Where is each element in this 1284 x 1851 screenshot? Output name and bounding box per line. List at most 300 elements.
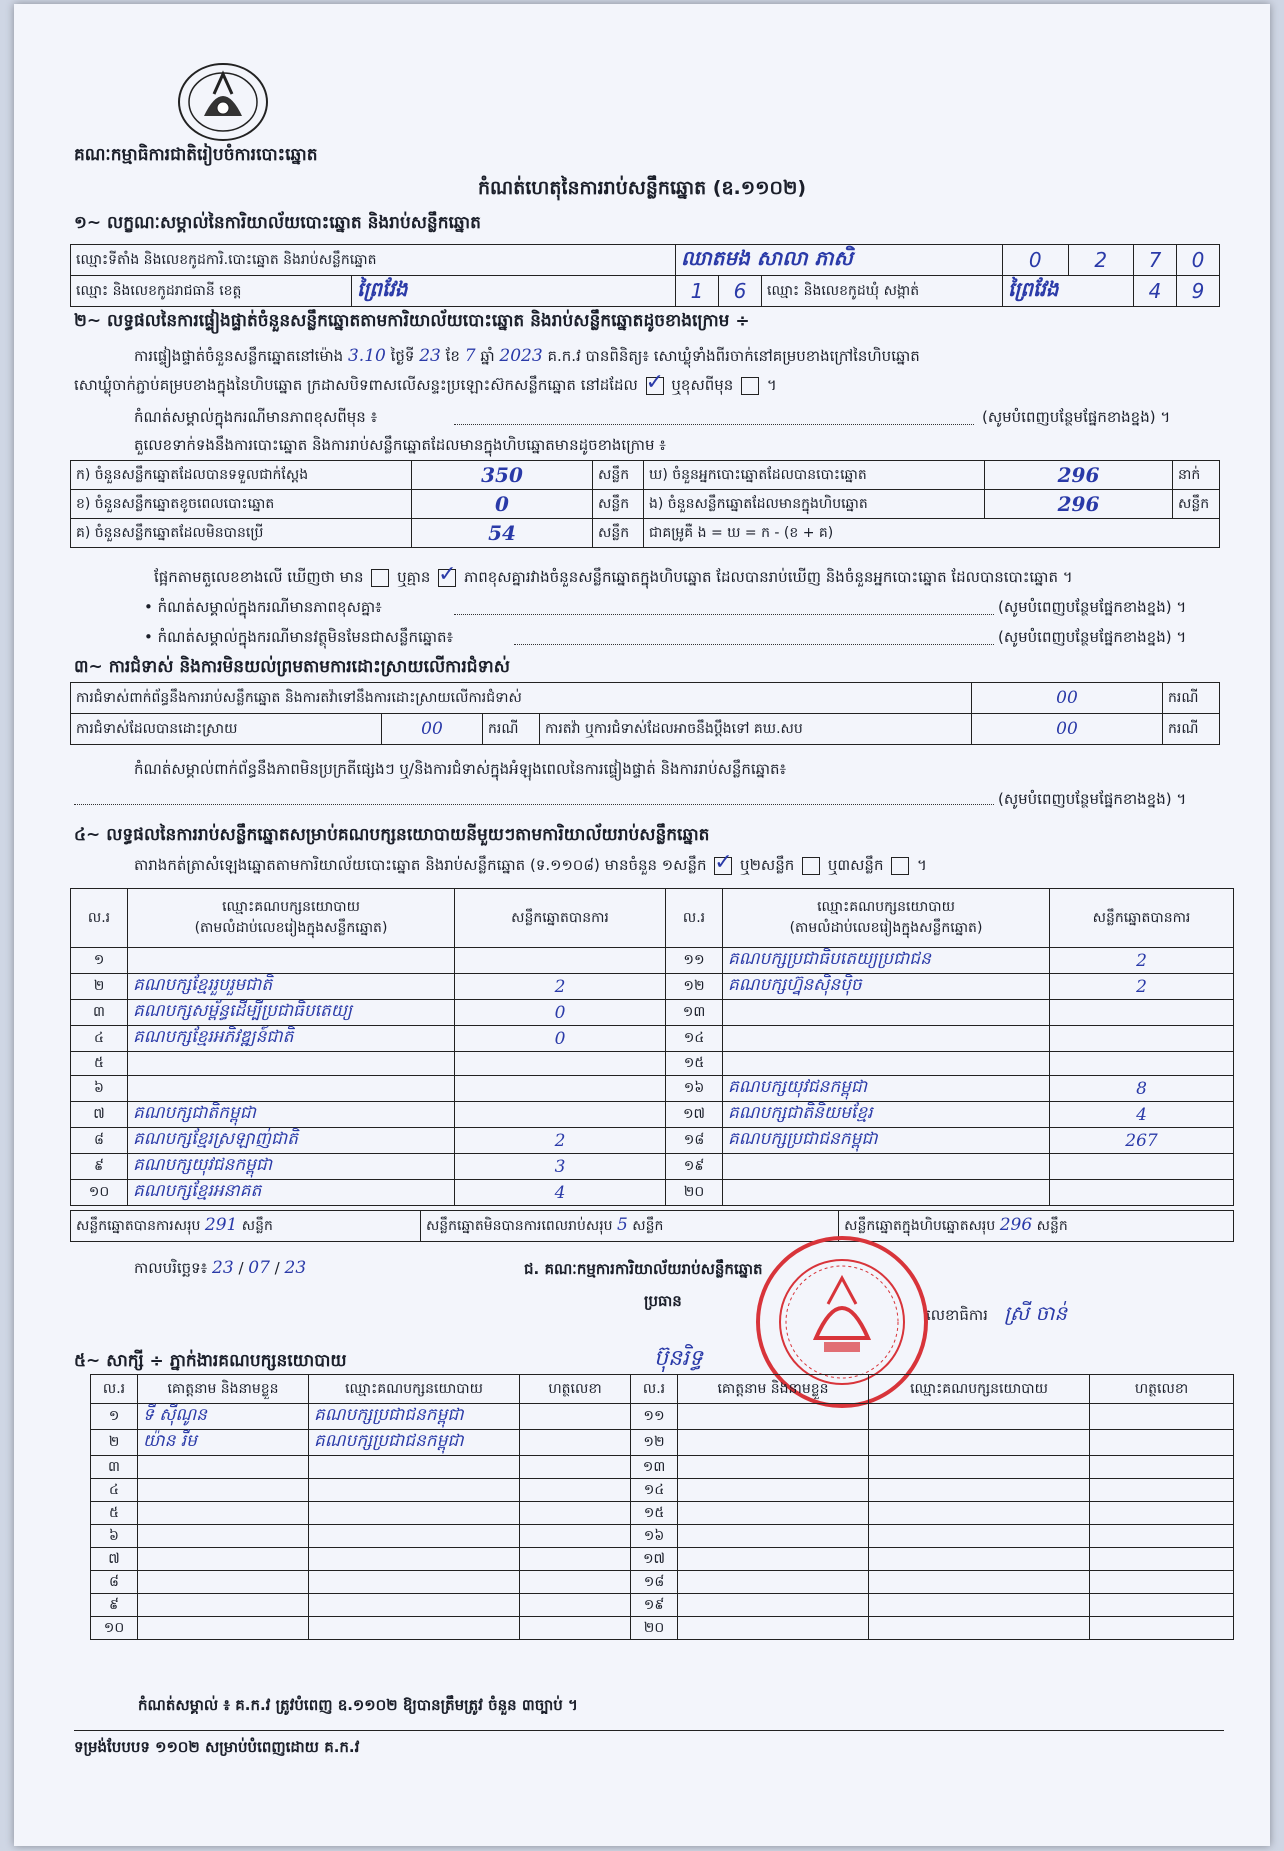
- party-votes-left[interactable]: [455, 1102, 666, 1128]
- witness-no-left: ៥: [91, 1502, 138, 1525]
- witness-name-right[interactable]: [678, 1430, 869, 1456]
- total-valid-label: សន្លឹកឆ្នោតបានការសរុប: [76, 1218, 201, 1234]
- col-party-left: [128, 889, 455, 948]
- footer-divider: [74, 1730, 1224, 1731]
- witness-name-right[interactable]: [678, 1571, 869, 1594]
- row2-code2-2: 9: [1177, 276, 1220, 307]
- col-no-right: ល.រ: [666, 889, 723, 948]
- witness-no-left: ៦: [91, 1525, 138, 1548]
- witness-no-right: ១៥: [631, 1502, 678, 1525]
- a-value: 350: [412, 461, 593, 490]
- table-row: [91, 1502, 1234, 1525]
- party-no-left: ៥: [71, 1052, 128, 1076]
- table-row: [91, 1571, 1234, 1594]
- party-votes-left[interactable]: 0: [455, 1026, 666, 1052]
- witness-name-right[interactable]: [678, 1479, 869, 1502]
- party-name-right[interactable]: [723, 1154, 1050, 1180]
- witness-no-left: ៩: [91, 1594, 138, 1617]
- party-votes-right[interactable]: 2: [1050, 974, 1234, 1000]
- witness-body: [91, 1404, 1234, 1640]
- month-label: ខែ: [445, 347, 460, 365]
- a-unit: សន្លឹក: [593, 461, 644, 490]
- witness-party-left[interactable]: [309, 1479, 520, 1502]
- witness-name-left[interactable]: ទី ស៊ីណូន: [138, 1404, 309, 1430]
- party-votes-left[interactable]: 2: [455, 974, 666, 1000]
- no-diff-checkbox[interactable]: [438, 561, 457, 587]
- witness-sign-right[interactable]: [1090, 1404, 1234, 1430]
- party-name-left[interactable]: គណបក្សខ្មែរអនាគត: [128, 1180, 455, 1206]
- party-name-left[interactable]: គណបក្សខ្មែរស្រឡាញ់ជាតិ: [128, 1128, 455, 1154]
- row1-value: ឈាតមង សាលា ភាសិ: [676, 245, 1003, 276]
- two-sheet-checkbox[interactable]: [802, 857, 820, 875]
- witness-sign-left[interactable]: [520, 1502, 631, 1525]
- complaints-table: [70, 682, 1220, 745]
- e-unit: សន្លឹក: [1173, 490, 1220, 519]
- section4-heading: ៤~ លទ្ធផលនៃការរាប់សន្លឹកឆ្នោតសម្រាប់គណបក្សនយោបាយនីមួយៗតាមការិយាល័យរាប់សន្លឹកឆ្នោត: [74, 825, 710, 845]
- fill-more-4: (សូមបំពេញបន្ថែមផ្នែកខាងខ្នង) ។: [998, 790, 1187, 808]
- verify-day: 23: [419, 346, 441, 366]
- fill-more-1: (សូមបំពេញបន្ថែមផ្នែកខាងខ្នង) ។: [982, 408, 1171, 426]
- witness-name-right[interactable]: [678, 1594, 869, 1617]
- witness-no-left: ៧: [91, 1548, 138, 1571]
- col-no-left: ល.រ: [71, 889, 128, 948]
- bullet-diff-line[interactable]: [454, 614, 994, 615]
- witness-no-left: ១០: [91, 1617, 138, 1640]
- witness-party-left[interactable]: [309, 1502, 520, 1525]
- party-no-left: ៩: [71, 1154, 128, 1180]
- table-row: [91, 1404, 1234, 1430]
- d-value: 296: [985, 461, 1173, 490]
- party-no-right: ១១: [666, 948, 723, 974]
- party-no-right: ១៤: [666, 1026, 723, 1052]
- witness-sign-left[interactable]: [520, 1571, 631, 1594]
- witness-party-left[interactable]: [309, 1594, 520, 1617]
- row1-code-2: 7: [1134, 245, 1177, 276]
- irregularity-line[interactable]: [74, 804, 994, 805]
- party-no-right: ១៩: [666, 1154, 723, 1180]
- party-name-left[interactable]: គណបក្សខ្មែររួបរួមជាតិ: [128, 974, 455, 1000]
- witness-sign-right[interactable]: [1090, 1479, 1234, 1502]
- year-label: ឆ្នាំ: [480, 347, 495, 365]
- party-name-left[interactable]: គណបក្សយុវជនកម្ពុជា: [128, 1154, 455, 1180]
- row1-code-1: 2: [1068, 245, 1134, 276]
- party-no-left: ៨: [71, 1128, 128, 1154]
- party-votes-left[interactable]: [455, 1076, 666, 1102]
- row1-label: ឈ្មោះទីតាំង និងលេខកូដការិ.បោះឆ្នោត និងរាប់សន្លឹកឆ្នោត: [71, 245, 676, 276]
- witness-name-left[interactable]: [138, 1594, 309, 1617]
- col-party-title: ឈ្មោះគណបក្សនយោបាយ: [817, 899, 955, 915]
- verify-time: 3.10: [347, 346, 386, 366]
- party-no-right: ២០: [666, 1180, 723, 1206]
- check-mark-icon: ✓: [438, 561, 457, 587]
- seal-text: សោឃ្លុំចាក់ភ្ជាប់គម្របខាងក្នុងនៃហិបឆ្នោត ក្រដាសបិទពាសលើសន្ទះប្រឡោះស៊កសន្លឹកឆ្នោត នៅដដែល: [74, 376, 638, 394]
- sheets-text: តារាងកត់ត្រាសំឡេងឆ្នោតតាមការិយាល័យបោះឆ្នោត និងរាប់សន្លឹកឆ្នោត (ទ.១១០៨) មានចំនួន ១សន្លឹក: [134, 856, 707, 874]
- party-no-left: ១: [71, 948, 128, 974]
- date-month: 07: [248, 1258, 270, 1278]
- party-votes-left[interactable]: 0: [455, 1000, 666, 1026]
- w-col-name-right: គោត្តនាម និងនាមខ្លួន: [678, 1375, 869, 1404]
- party-name-left[interactable]: [128, 1076, 455, 1102]
- secretary-label: លេខាធិការ: [926, 1306, 988, 1324]
- has-diff-checkbox[interactable]: [371, 569, 389, 587]
- row2-value2: ព្រៃវែង: [1003, 276, 1134, 307]
- party-votes-right[interactable]: [1050, 1180, 1234, 1206]
- table-row: [91, 1479, 1234, 1502]
- table-row: [91, 1456, 1234, 1479]
- witness-sign-right[interactable]: [1090, 1571, 1234, 1594]
- location-table: [70, 244, 1220, 307]
- party-no-right: ១៧: [666, 1102, 723, 1128]
- three-sheet-label: ឬ៣សន្លឹក: [827, 856, 884, 874]
- check-mark-icon: ✓: [645, 369, 665, 395]
- resolved-unit: ករណី: [483, 714, 540, 745]
- witness-name-left[interactable]: [138, 1525, 309, 1548]
- witness-sign-left[interactable]: [520, 1404, 631, 1430]
- a-label: ក) ចំនួនសន្លឹកឆ្នោតដែលបានទទួលជាក់ស្តែង: [71, 461, 412, 490]
- col-party-sub: (តាមលំដាប់លេខរៀងក្នុងសន្លឹកឆ្នោត): [789, 920, 983, 936]
- table-row: [91, 1548, 1234, 1571]
- witness-party-left[interactable]: [309, 1571, 520, 1594]
- section3-heading: ៣~ ការជំទាស់ និងការមិនយល់ព្រមតាមការដោះស្រាយលើការជំទាស់: [74, 657, 510, 677]
- diff-note-line[interactable]: [454, 424, 974, 425]
- witness-no-right: ១៨: [631, 1571, 678, 1594]
- complaints-unit: ករណី: [1163, 683, 1220, 714]
- witness-party-left[interactable]: [309, 1617, 520, 1640]
- party-no-left: ១០: [71, 1180, 128, 1206]
- formula: ជាគម្រូគឺ ង = ឃ = ក - (ខ + គ): [644, 519, 1220, 548]
- col-party-right: [723, 889, 1050, 948]
- table-row: [71, 1076, 1234, 1102]
- section5-heading: ៥~ សាក្សី ÷ ភ្នាក់ងារគណបក្សនយោបាយ: [74, 1351, 347, 1371]
- section2-heading: ២~ លទ្ធផលនៃការផ្ទៀងផ្ទាត់ចំនួនសន្លឹកឆ្នោតតាមការិយាល័យបោះឆ្នោត និងរាប់សន្លឹកឆ្នោតដូចខាងក្រោម ÷: [74, 311, 750, 331]
- party-no-right: ១៨: [666, 1128, 723, 1154]
- row2-label: ឈ្មោះ និងលេខកូដរាជធានី ខេត្ត: [71, 276, 352, 307]
- table-row: [91, 1430, 1234, 1456]
- row2-code2-1: 4: [1134, 276, 1177, 307]
- party-votes-right[interactable]: 267: [1050, 1128, 1234, 1154]
- org-name: គណៈកម្មាធិការជាតិរៀបចំការបោះឆ្នោត: [74, 145, 318, 165]
- row2-code-0: 1: [676, 276, 719, 307]
- one-sheet-checkbox[interactable]: [714, 849, 733, 875]
- figures-intro: តួលេខទាក់ទងនឹងការបោះឆ្នោត និងការរាប់សន្លឹកឆ្នោតដែលមានក្នុងហិបឆ្នោតមានដូចខាងក្រោម ៖: [134, 436, 666, 454]
- party-votes-left[interactable]: 4: [455, 1180, 666, 1206]
- row1-code-3: 0: [1177, 245, 1220, 276]
- table-row: [71, 1128, 1234, 1154]
- party-votes-right[interactable]: 4: [1050, 1102, 1234, 1128]
- table-row: [71, 1180, 1234, 1206]
- b-label: ខ) ចំនួនសន្លឹកឆ្នោតខូចពេលបោះឆ្នោត: [71, 490, 412, 519]
- witness-no-right: ១១: [631, 1404, 678, 1430]
- total-valid-cell: [71, 1211, 421, 1242]
- verify-text-b: គ.ក.វ បានពិនិត្យ៖ សោឃ្លុំទាំងពីរចាក់នៅគម្របខាងក្រៅនៃហិបឆ្នោត: [547, 347, 920, 365]
- witness-party-left[interactable]: [309, 1548, 520, 1571]
- party-votes-right[interactable]: 8: [1050, 1076, 1234, 1102]
- total-box-unit: សន្លឹក: [1036, 1218, 1068, 1234]
- w-col-party-right: ឈ្មោះគណបក្សនយោបាយ: [869, 1375, 1090, 1404]
- w-col-sign-right: ហត្ថលេខា: [1090, 1375, 1234, 1404]
- chair-signature: ប៊ុនរិទ្ធ: [654, 1346, 703, 1371]
- witness-sign-right[interactable]: [1090, 1548, 1234, 1571]
- diff-note: កំណត់សម្គាល់ក្នុងករណីមានភាពខុសពីមុន ៖: [134, 408, 378, 426]
- party-name-left[interactable]: គណបក្សជាតិកម្ពុជា: [128, 1102, 455, 1128]
- party-no-left: ៦: [71, 1076, 128, 1102]
- witness-no-left: ៣: [91, 1456, 138, 1479]
- witness-sign-left[interactable]: [520, 1594, 631, 1617]
- party-name-right[interactable]: គណបក្សយុវជនកម្ពុជា: [723, 1076, 1050, 1102]
- party-votes-left[interactable]: [455, 948, 666, 974]
- col-party-title: ឈ្មោះគណបក្សនយោបាយ: [222, 899, 360, 915]
- witness-party-right[interactable]: [869, 1479, 1090, 1502]
- witness-sign-right[interactable]: [1090, 1525, 1234, 1548]
- fill-more-3: (សូមបំពេញបន្ថែមផ្នែកខាងខ្នង) ។: [998, 628, 1187, 646]
- fill-more-2: (សូមបំពេញបន្ថែមផ្នែកខាងខ្នង) ។: [998, 598, 1187, 616]
- sheets-line: តារាងកត់ត្រាសំឡេងឆ្នោតតាមការិយាល័យបោះឆ្នោត និងរាប់សន្លឹកឆ្នោត (ទ.១១០៨) មានចំនួន ១សន្លឹក ✓ ឬ២សន្លឹក ឬ៣សន្លឹក ។: [134, 849, 927, 875]
- w-col-no-left: ល.រ: [91, 1375, 138, 1404]
- verify-month: 7: [464, 346, 476, 366]
- table-row: [71, 1154, 1234, 1180]
- witness-sign-left[interactable]: [520, 1479, 631, 1502]
- witness-party-right[interactable]: [869, 1571, 1090, 1594]
- diff-checkbox[interactable]: [741, 377, 759, 395]
- witness-sign-left[interactable]: [520, 1548, 631, 1571]
- party-results-body: [71, 948, 1234, 1206]
- diff-option: ឬខុសពីមុន: [671, 376, 734, 394]
- section1-heading: ១~ លក្ខណៈសម្គាល់នៃការិយាល័យបោះឆ្នោត និងរាប់សន្លឹកឆ្នោត: [74, 213, 481, 233]
- party-votes-left[interactable]: 3: [455, 1154, 666, 1180]
- resolved-label: ការជំទាស់ដែលបានដោះស្រាយ: [71, 714, 382, 745]
- d-unit: នាក់: [1173, 461, 1220, 490]
- witness-name-right[interactable]: [678, 1502, 869, 1525]
- form-code: ទម្រង់បែបបទ ១១០២ សម្រាប់បំពេញដោយ គ.ក.វ: [74, 1738, 360, 1756]
- secretary-signature: ស្រី ចាន់: [1004, 1301, 1068, 1325]
- verify-line: [134, 346, 920, 369]
- total-valid-unit: សន្លឹក: [241, 1218, 273, 1234]
- party-no-left: ៣: [71, 1000, 128, 1026]
- table-row: [91, 1525, 1234, 1548]
- irregularity-note: កំណត់សម្គាល់ពាក់ព័ន្ធនឹងភាពមិនប្រក្រតីផ្សេងៗ ឬ/និងការជំទាស់ក្នុងអំឡុងពេលនៃការផ្ទៀងផ្ទាត់ និងការរាប់សន្លឹកឆ្នោត៖: [134, 760, 787, 778]
- witness-party-left[interactable]: គណបក្សប្រជាជនកម្ពុជា: [309, 1430, 520, 1456]
- c-label: គ) ចំនួនសន្លឹកឆ្នោតដែលមិនបានប្រើ: [71, 519, 412, 548]
- check-mark-icon: ✓: [714, 849, 733, 875]
- table-row: [71, 974, 1234, 1000]
- three-sheet-checkbox[interactable]: [891, 857, 909, 875]
- w-col-name-left: គោត្តនាម និងនាមខ្លួន: [138, 1375, 309, 1404]
- witness-no-right: ១៣: [631, 1456, 678, 1479]
- witness-sign-right[interactable]: [1090, 1594, 1234, 1617]
- seal-line: សោឃ្លុំចាក់ភ្ជាប់គម្របខាងក្នុងនៃហិបឆ្នោត ក្រដាសបិទពាសលើសន្ទះប្រឡោះស៊កសន្លឹកឆ្នោត នៅដដែល ✓ ឬខុសពីមុន ។: [74, 369, 777, 395]
- bullet-object: • កំណត់សម្គាល់ក្នុងករណីមានវត្ថុមិនមែនជាសន្លឹកឆ្នោត៖: [144, 628, 454, 646]
- table-row: [91, 1594, 1234, 1617]
- party-name-left[interactable]: [128, 948, 455, 974]
- witness-party-left[interactable]: [309, 1456, 520, 1479]
- witness-party-right[interactable]: [869, 1594, 1090, 1617]
- witness-party-left[interactable]: គណបក្សប្រជាជនកម្ពុជា: [309, 1404, 520, 1430]
- day-label: ថ្ងៃទី: [390, 347, 415, 365]
- row2-code-1: 6: [719, 276, 762, 307]
- ballot-count-report-page: [14, 4, 1270, 1846]
- witness-party-right[interactable]: [869, 1548, 1090, 1571]
- party-no-right: ១៥: [666, 1052, 723, 1076]
- date-day: 23: [212, 1258, 234, 1278]
- witness-name-right[interactable]: [678, 1456, 869, 1479]
- appeal-unit: ករណី: [1163, 714, 1220, 745]
- witness-party-right[interactable]: [869, 1525, 1090, 1548]
- party-results-table: [70, 888, 1234, 1206]
- b-value: 0: [412, 490, 593, 519]
- party-name-right[interactable]: គណបក្សប្រជាធិបតេយ្យប្រជាជន: [723, 948, 1050, 974]
- e-value: 296: [985, 490, 1173, 519]
- party-name-right[interactable]: [723, 1026, 1050, 1052]
- party-votes-left[interactable]: 2: [455, 1128, 666, 1154]
- w-col-sign-left: ហត្ថលេខា: [520, 1375, 631, 1404]
- witness-sign-right[interactable]: [1090, 1430, 1234, 1456]
- compare-rest: ភាពខុសគ្នារវាងចំនួនសន្លឹកឆ្នោតក្នុងហិបឆ្នោត ដែលបានរាប់ឃើញ និងចំនួនអ្នកបោះឆ្នោត ដែលបានបោះឆ្នោត ។: [463, 568, 1073, 586]
- witness-name-left[interactable]: [138, 1548, 309, 1571]
- complaints-value: 00: [972, 683, 1163, 714]
- committee-label: ជ. គណៈកម្មការការិយាល័យរាប់សន្លឹកឆ្នោត: [524, 1260, 763, 1278]
- table-row: [71, 1052, 1234, 1076]
- total-invalid-value: 5: [617, 1215, 628, 1235]
- witness-sign-left[interactable]: [520, 1456, 631, 1479]
- witness-party-right[interactable]: [869, 1430, 1090, 1456]
- witness-party-right[interactable]: [869, 1456, 1090, 1479]
- party-name-right[interactable]: [723, 1052, 1050, 1076]
- witness-no-right: ១៦: [631, 1525, 678, 1548]
- appeal-value: 00: [972, 714, 1163, 745]
- same-checkbox[interactable]: [645, 369, 665, 395]
- chair-label: ប្រធាន: [644, 1292, 682, 1310]
- party-no-left: ៧: [71, 1102, 128, 1128]
- col-votes-left: សន្លឹកឆ្នោតបានការ: [455, 889, 666, 948]
- two-sheet-label: ឬ២សន្លឹក: [740, 856, 795, 874]
- col-party-sub: (តាមលំដាប់លេខរៀងក្នុងសន្លឹកឆ្នោត): [194, 920, 388, 936]
- witness-name-right[interactable]: [678, 1617, 869, 1640]
- bullet-object-line[interactable]: [514, 644, 994, 645]
- date-year: 23: [284, 1258, 307, 1278]
- witness-no-right: ១៩: [631, 1594, 678, 1617]
- total-box-label: សន្លឹកឆ្នោតក្នុងហិបឆ្នោតសរុប: [844, 1218, 996, 1234]
- total-box-value: 296: [999, 1215, 1033, 1235]
- party-no-right: ១៦: [666, 1076, 723, 1102]
- form-title: កំណត់ហេតុនៃការរាប់សន្លឹកឆ្នោត (ឧ.១១០២): [477, 177, 807, 199]
- party-name-left[interactable]: គណបក្សខ្មែរអភិវឌ្ឍន៍ជាតិ: [128, 1026, 455, 1052]
- date-label: កាលបរិច្ឆេទ៖: [134, 1259, 208, 1277]
- col-votes-right: សន្លឹកឆ្នោតបានការ: [1050, 889, 1234, 948]
- party-name-right[interactable]: [723, 1000, 1050, 1026]
- witness-no-right: ២០: [631, 1617, 678, 1640]
- bullet-diff: • កំណត់សម្គាល់ក្នុងករណីមានភាពខុសគ្នា៖: [144, 598, 382, 616]
- party-name-right[interactable]: គណបក្សជាតិនិយមខ្មែរ: [723, 1102, 1050, 1128]
- table-row: [91, 1617, 1234, 1640]
- nec-emblem-logo: [174, 56, 272, 144]
- witness-name-left[interactable]: យ៉ាន រឹម: [138, 1430, 309, 1456]
- party-name-right[interactable]: គណបក្សហ្វ៊ុនស៊ិនប៉ិច: [723, 974, 1050, 1000]
- verify-text: ការផ្ទៀងផ្ទាត់ចំនួនសន្លឹកឆ្នោតនៅម៉ោង: [134, 347, 344, 365]
- table-row: [71, 948, 1234, 974]
- witness-party-left[interactable]: [309, 1525, 520, 1548]
- b-unit: សន្លឹក: [593, 490, 644, 519]
- witness-no-left: ៤: [91, 1479, 138, 1502]
- verify-year: 2023: [499, 346, 543, 366]
- witness-name-right[interactable]: [678, 1548, 869, 1571]
- witness-party-right[interactable]: [869, 1502, 1090, 1525]
- w-col-no-right: ល.រ: [631, 1375, 678, 1404]
- party-name-right[interactable]: គណបក្សប្រជាជនកម្ពុជា: [723, 1128, 1050, 1154]
- witness-name-left[interactable]: [138, 1456, 309, 1479]
- witness-name-left[interactable]: [138, 1479, 309, 1502]
- witness-sign-left[interactable]: [520, 1430, 631, 1456]
- total-invalid-unit: សន្លឹក: [632, 1218, 664, 1234]
- party-no-right: ១៣: [666, 1000, 723, 1026]
- witness-sign-right[interactable]: [1090, 1617, 1234, 1640]
- party-votes-left[interactable]: [455, 1052, 666, 1076]
- party-votes-right[interactable]: [1050, 1154, 1234, 1180]
- compare-text: ផ្អែកតាមតួលេខខាងលើ ឃើញថា មាន: [154, 568, 364, 586]
- compare-line: [154, 561, 1073, 590]
- party-name-left[interactable]: [128, 1052, 455, 1076]
- figures-table: [70, 460, 1220, 548]
- witness-table: [90, 1374, 1234, 1640]
- witness-no-right: ១២: [631, 1430, 678, 1456]
- table-row: [71, 1102, 1234, 1128]
- total-valid-value: 291: [204, 1215, 238, 1235]
- witness-name-left[interactable]: [138, 1502, 309, 1525]
- party-name-right[interactable]: [723, 1180, 1050, 1206]
- witness-party-right[interactable]: [869, 1404, 1090, 1430]
- appeal-label: ការតវ៉ា ឬការជំទាស់ដែលអាចនឹងប្តឹងទៅ គឃ.សប: [540, 714, 972, 745]
- witness-sign-right[interactable]: [1090, 1502, 1234, 1525]
- table-row: [71, 1000, 1234, 1026]
- party-name-left[interactable]: គណបក្សសម្ព័ន្ធដើម្បីប្រជាធិបតេយ្យ: [128, 1000, 455, 1026]
- e-label: ង) ចំនួនសន្លឹកឆ្នោតដែលមានក្នុងហិបឆ្នោត: [644, 490, 985, 519]
- c-unit: សន្លឹក: [593, 519, 644, 548]
- witness-sign-left[interactable]: [520, 1617, 631, 1640]
- c-value: 54: [412, 519, 593, 548]
- witness-party-right[interactable]: [869, 1617, 1090, 1640]
- total-invalid-label: សន្លឹកឆ្នោតមិនបានការពេលរាប់សរុប: [425, 1218, 613, 1234]
- resolved-value: 00: [382, 714, 483, 745]
- witness-no-left: ១: [91, 1404, 138, 1430]
- witness-name-right[interactable]: [678, 1404, 869, 1430]
- witness-no-left: ៨: [91, 1571, 138, 1594]
- witness-name-left[interactable]: [138, 1571, 309, 1594]
- witness-sign-right[interactable]: [1090, 1456, 1234, 1479]
- witness-name-right[interactable]: [678, 1525, 869, 1548]
- party-votes-right[interactable]: 2: [1050, 948, 1234, 974]
- party-votes-right[interactable]: [1050, 1026, 1234, 1052]
- party-votes-right[interactable]: [1050, 1052, 1234, 1076]
- table-row: [71, 1026, 1234, 1052]
- compare-no: ឬគ្មាន: [397, 568, 431, 586]
- d-label: ឃ) ចំនួនអ្នកបោះឆ្នោតដែលបានបោះឆ្នោត: [644, 461, 985, 490]
- party-no-right: ១២: [666, 974, 723, 1000]
- party-no-left: ២: [71, 974, 128, 1000]
- witness-sign-left[interactable]: [520, 1525, 631, 1548]
- witness-no-right: ១៤: [631, 1479, 678, 1502]
- witness-name-left[interactable]: [138, 1617, 309, 1640]
- footer-note: កំណត់សម្គាល់ ៖ គ.ក.វ ត្រូវបំពេញ ឧ.១១០២ ឱ្យបានត្រឹមត្រូវ ចំនួន ៣ច្បាប់ ។: [138, 1696, 578, 1714]
- witness-no-right: ១៧: [631, 1548, 678, 1571]
- row2-label2: ឈ្មោះ និងលេខកូដឃុំ សង្កាត់: [762, 276, 1003, 307]
- complaints-label: ការជំទាស់ពាក់ព័ន្ធនឹងការរាប់សន្លឹកឆ្នោត និងការតវ៉ាទៅនឹងការដោះស្រាយលើការជំទាស់: [71, 683, 972, 714]
- row1-code-0: 0: [1003, 245, 1069, 276]
- party-no-left: ៤: [71, 1026, 128, 1052]
- witness-no-left: ២: [91, 1430, 138, 1456]
- date-line: កាលបរិច្ឆេទ៖ 23 / 07 / 23: [134, 1258, 307, 1278]
- party-votes-right[interactable]: [1050, 1000, 1234, 1026]
- totals-table: [70, 1210, 1234, 1242]
- row2-value: ព្រៃវែង: [352, 276, 676, 307]
